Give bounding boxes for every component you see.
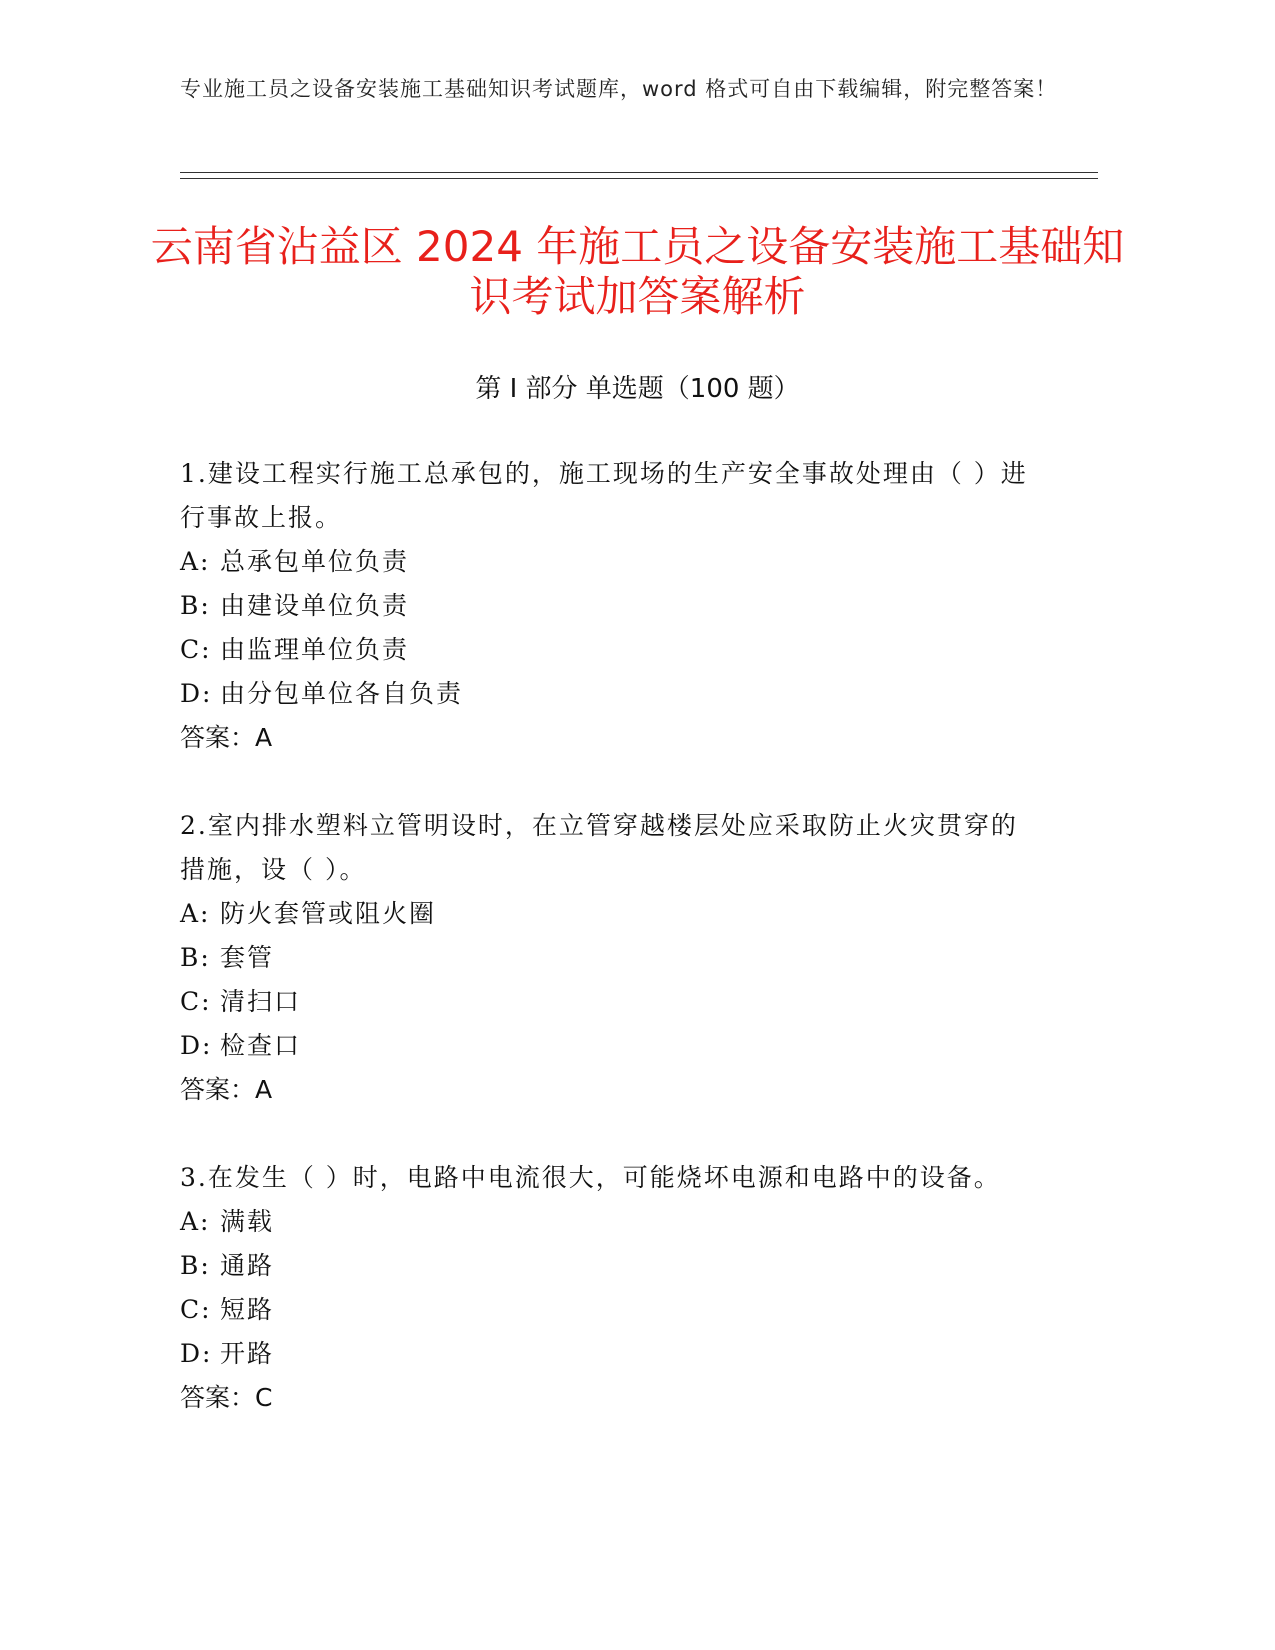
option-c: [180, 1288, 1040, 1332]
option-text: 套管: [220, 943, 275, 972]
option-letter: D:: [180, 1339, 213, 1368]
option-d: [180, 1024, 1040, 1068]
option-text: 检查口: [220, 1031, 302, 1060]
section-title: 第 I 部分 单选题（100 题）: [475, 374, 800, 404]
option-text: 通路: [220, 1251, 275, 1280]
question-text: 2.室内排水塑料立管明设时，在立管穿越楼层处应采取防止火灾贯穿的措施，设（ ）。: [180, 811, 1018, 884]
option-text: 防火套管或阻火圈: [220, 899, 437, 928]
option-letter: B:: [180, 1251, 211, 1280]
header-divider-bottom: [180, 178, 1098, 179]
option-letter: A:: [180, 1207, 211, 1236]
answer-label: 答案：: [180, 1383, 256, 1412]
document-title: 云南省沾益区 2024 年施工员之设备安装施工基础知识考试加答案解析: [150, 222, 1125, 321]
question-item: [180, 452, 1040, 760]
option-letter: D:: [180, 679, 213, 708]
answer-label: 答案：: [180, 723, 256, 752]
option-b: [180, 936, 1040, 980]
question-list: [180, 452, 1040, 1464]
option-a: [180, 1200, 1040, 1244]
answer-line: [180, 1068, 1040, 1112]
option-text: 由分包单位各自负责: [220, 679, 464, 708]
option-letter: C:: [180, 987, 212, 1016]
answer-line: [180, 716, 1040, 760]
option-letter: B:: [180, 943, 211, 972]
answer-label: 答案：: [180, 1075, 256, 1104]
option-letter: C:: [180, 1295, 212, 1324]
answer-value: C: [255, 1383, 273, 1412]
question-text: 1.建设工程实行施工总承包的，施工现场的生产安全事故处理由（ ）进行事故上报。: [180, 459, 1028, 532]
option-letter: A:: [180, 547, 211, 576]
option-letter: D:: [180, 1031, 213, 1060]
answer-line: [180, 1376, 1040, 1420]
header-divider-top: [180, 172, 1098, 173]
option-text: 短路: [220, 1295, 275, 1324]
option-d: [180, 672, 1040, 716]
option-letter: B:: [180, 591, 211, 620]
option-letter: C:: [180, 635, 212, 664]
option-c: [180, 980, 1040, 1024]
question-text: 3.在发生（ ）时，电路中电流很大，可能烧坏电源和电路中的设备。: [180, 1163, 1001, 1192]
question-item: [180, 804, 1040, 1112]
option-text: 由监理单位负责: [220, 635, 410, 664]
header-note: 专业施工员之设备安装施工基础知识考试题库，word 格式可自由下载编辑，附完整答案！: [180, 77, 1058, 101]
option-c: [180, 628, 1040, 672]
option-letter: A:: [180, 899, 211, 928]
answer-value: A: [255, 723, 273, 752]
option-text: 由建设单位负责: [220, 591, 410, 620]
answer-value: A: [255, 1075, 273, 1104]
option-a: [180, 540, 1040, 584]
option-b: [180, 1244, 1040, 1288]
option-d: [180, 1332, 1040, 1376]
option-text: 开路: [220, 1339, 275, 1368]
option-text: 总承包单位负责: [220, 547, 410, 576]
option-text: 清扫口: [220, 987, 302, 1016]
question-item: [180, 1156, 1040, 1420]
option-a: [180, 892, 1040, 936]
option-b: [180, 584, 1040, 628]
option-text: 满载: [220, 1207, 275, 1236]
